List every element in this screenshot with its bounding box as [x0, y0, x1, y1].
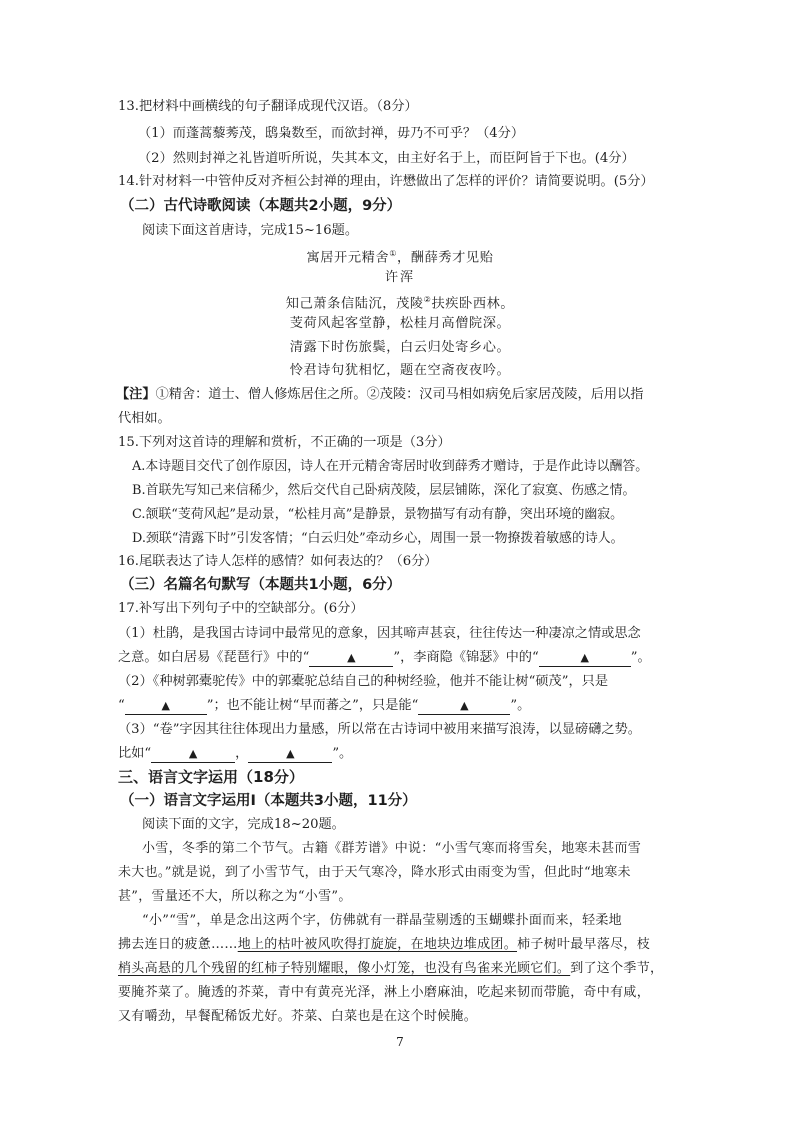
q17-p1-text-c: ”。 [630, 650, 651, 665]
poem-note-line-1 [116, 385, 644, 405]
question-17-title: 17.补写出下列句子中的空缺部分。(6分） [118, 601, 364, 616]
question-15-option-a: A.本诗题目交代了创作原因，诗人在开元精舍寄居时收到薛秀才赠诗，于是作此诗以酬答。 [132, 459, 649, 474]
poem-author: 许浑 [384, 270, 416, 285]
blank-marker: ▲ [161, 699, 170, 712]
q17-p3-text-c: ”。 [332, 746, 353, 761]
q17-p3-text-b: ， [235, 746, 249, 761]
poem-title [0, 244, 800, 268]
poem-line-1 [0, 290, 800, 314]
passage-p2-line-2 [118, 935, 650, 955]
poem-line-1-note-mark: ② [423, 295, 432, 304]
question-17-part-3-line-1: （3）“卷”字因其往往体现出力量感，所以常在古诗词中被用来描写浪涛，以显磅礴之势。 [118, 722, 641, 737]
poem-title-part-a: 寓居开元精舍 [306, 250, 390, 266]
blank-marker: ▲ [286, 747, 295, 760]
passage-p1-line-3: 甚”，雪量还不大，所以称之为“小雪”。 [118, 889, 352, 904]
passage-p1-line-2: 未大也。”就是说，到了小雪节气，由于天气寒冷，降水形式由雨变为雪，但此时“地寒未 [118, 865, 631, 880]
answer-blank[interactable] [151, 746, 235, 763]
poem-line-4: 怜君诗句犹相忆，题在空斋夜夜吟。 [289, 363, 511, 378]
question-17-part-2-line-2 [118, 696, 530, 716]
blank-marker: ▲ [580, 651, 589, 664]
answer-blank[interactable] [539, 650, 631, 667]
q17-p2-text-b: ”；也不能让树“早而蕃之”，只是能“ [206, 698, 419, 713]
underlined-sentence: 梢头高悬的几个残留的红柿子特别耀眼，像小灯笼，也没有鸟雀来光顾它们。 [118, 961, 571, 976]
part-3-heading: 三、语言文字运用（18分） [118, 768, 304, 786]
q17-p2-text-c: ”。 [510, 698, 531, 713]
question-17-part-1-line-1: （1）杜鹃，是我国古诗词中最常见的意象，因其啼声甚哀，往往传达一种凄凉之情或思念 [118, 626, 641, 641]
blank-marker: ▲ [188, 747, 198, 760]
q17-p1-text-a: 之意。如白居易《琵琶行》中的“ [118, 650, 310, 665]
question-14: 14.针对材料一中管仲反对齐桓公封禅的理由，许懋做出了怎样的评价？请简要说明。(5分） [118, 174, 654, 189]
answer-blank[interactable] [418, 698, 510, 715]
poem-line-1-part-a: 知己萧条信陆沉，茂陵 [285, 296, 424, 312]
answer-blank[interactable] [125, 698, 207, 715]
answer-blank[interactable] [309, 650, 393, 667]
passage-p2-line-4: 要腌芥菜了。腌透的芥菜，青中有黄亮光泽，淋上小磨麻油，吃起来韧而带脆，奇中有咸， [118, 985, 651, 1000]
note-text-1: ①精舍：道士、僧人修炼居住之所。②茂陵：汉司马相如病免后家居茂陵，后用以指 [155, 387, 644, 402]
blank-marker: ▲ [347, 651, 356, 664]
poem-title-part-b: ，酬薛秀才见贻 [397, 250, 494, 266]
q17-p1-text-b: ”，李商隐《锦瑟》中的“ [393, 650, 539, 665]
passage-text: 到了这个季节， [570, 961, 664, 976]
question-13-item-1: （1）而蓬蒿藜莠茂，鸱枭数至，而欲封禅，毋乃不可乎？（4分） [138, 126, 525, 141]
passage-text: 柿子树叶最早落尽，枝 [517, 937, 651, 952]
question-15-option-b: B.首联先写知己来信稀少，然后交代自己卧病茂陵，层层铺陈，深化了寂寞、伤感之情。 [132, 483, 636, 498]
poem-line-1-part-b: 扶疾卧西林。 [431, 296, 515, 312]
passage-p1-line-1: 小雪，冬季的第二个节气。古籍《群芳谱》中说：“小雪气寒而将雪矣，地寒未甚而雪 [142, 841, 642, 856]
question-13-title: 13.把材料中画横线的句子翻译成现代汉语。（8分） [118, 99, 418, 114]
question-16: 16.尾联表达了诗人怎样的感情？如何表达的？（6分） [118, 554, 438, 569]
passage-p2-line-3 [118, 959, 663, 979]
section-dictation-heading: （三）名篇名句默写（本题共1小题，6分） [120, 577, 402, 593]
question-15-title: 15.下列对这首诗的理解和赏析，不正确的一项是（3分） [118, 435, 451, 450]
poem-line-2: 芰荷风起客堂静，松桂月高僧院深。 [289, 316, 511, 331]
poem-note-line-2: 代相如。 [118, 411, 171, 426]
question-17-part-3-line-2 [118, 744, 352, 764]
passage-p2-line-1: “小”“雪”，单是念出这两个字，仿佛就有一群晶莹剔透的玉蝴蝶扑面而来，轻柔地 [142, 913, 622, 928]
passage-text: 拂去连日的疲惫…… [118, 937, 238, 952]
part-3-intro: 阅读下面的文字，完成18~20题。 [142, 817, 345, 832]
question-17-part-1-line-2 [118, 648, 651, 668]
poem-title-note-mark: ① [389, 249, 397, 258]
poem-line-3: 清露下时伤旅鬓，白云归处寄乡心。 [289, 340, 511, 355]
q17-p2-text-a: “ [118, 698, 125, 713]
question-17-part-2-line-1: （2）《种树郭橐驼传》中的郭橐驼总结自己的种树经验，他并不能让树“硕茂”，只是 [118, 674, 609, 689]
part-3-sub-heading: （一）语言文字运用Ⅰ（本题共3小题，11分） [120, 793, 417, 809]
poetry-intro: 阅读下面这首唐诗，完成15~16题。 [142, 223, 359, 238]
page-number: 7 [396, 1035, 404, 1049]
q17-p3-text-a: 比如“ [118, 746, 152, 761]
section-poetry-heading: （二）古代诗歌阅读（本题共2小题，9分） [120, 198, 402, 214]
question-15-option-c: C.颔联“芰荷风起”是动景，“松桂月高”是静景，景物描写有动有静，突出环境的幽寂。 [132, 507, 624, 522]
underlined-sentence: 地上的枯叶被风吹得打旋旋，在地块边堆成团。 [237, 937, 518, 952]
passage-p2-line-5: 又有嚼劲，早餐配稀饭尤好。芥菜、白菜也是在这个时候腌。 [118, 1009, 478, 1024]
question-15-option-d: D.颈联“清露下时”引发客情；“白云归处”牵动乡心，周围一景一物撩拨着敏感的诗人。 [132, 531, 624, 546]
answer-blank[interactable] [248, 746, 332, 763]
question-13-item-2: （2）然则封禅之礼皆道听所说，失其本文，由主好名于上，而臣阿旨于下也。(4分） [138, 151, 635, 166]
note-label: 【注】 [116, 387, 156, 402]
blank-marker: ▲ [460, 699, 469, 712]
